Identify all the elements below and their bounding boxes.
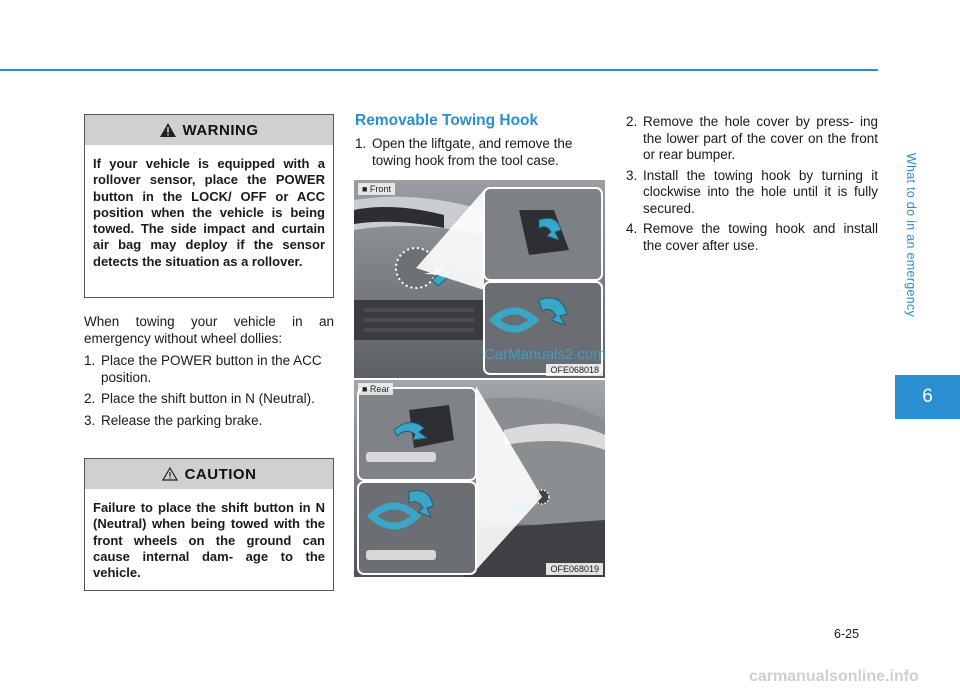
towing-steps-list bbox=[84, 353, 334, 429]
chapter-side-title: What to do in an emergency bbox=[904, 152, 918, 318]
list-item: 2. Place the shift button in N (Neutral). bbox=[84, 391, 315, 406]
figure-label-front: ■ Front bbox=[358, 183, 395, 195]
page-number: 6-25 bbox=[834, 627, 860, 641]
list-item: 1. Place the POWER button in the ACC position. bbox=[84, 353, 322, 385]
warning-box bbox=[84, 114, 334, 298]
figure-code-front: OFE068018 bbox=[546, 364, 603, 376]
figure-code-rear: OFE068019 bbox=[546, 563, 603, 575]
towing-instructions bbox=[84, 314, 334, 434]
list-item: 2. Remove the hole cover by press- ing the lower part of the cover on the front or rear bumper. bbox=[626, 114, 878, 162]
section-title: Removable Towing Hook bbox=[355, 112, 539, 129]
warning-title: WARNING bbox=[182, 121, 259, 139]
hook-steps-list bbox=[626, 114, 878, 254]
intro-text: When towing your vehicle in an emergency without wheel dollies: bbox=[84, 314, 334, 346]
warning-triangle-icon bbox=[160, 123, 176, 137]
watermark-footer[interactable]: carmanualsonline.info bbox=[749, 668, 919, 685]
caution-box bbox=[84, 458, 334, 591]
caution-title: CAUTION bbox=[184, 465, 257, 483]
caution-text: Failure to place the shift button in N (Neutral) when being towed with the front wheels on the ground can cause internal dam- age to the vehicle. bbox=[93, 500, 325, 581]
watermark-overlay: CarManuals2.com bbox=[484, 346, 606, 363]
header-rule bbox=[0, 69, 878, 71]
list-item: 3. Install the towing hook by turning it clockwise into the hole until it is fully secured. bbox=[626, 167, 878, 216]
caution-triangle-icon bbox=[162, 467, 178, 481]
warning-text: If your vehicle is equipped with a rollover sensor, place the POWER button in the LOCK/ OFF or ACC position when the vehicle is being towed. The side impact and curtain air bag may deploy if the sensor detects the situation as a rollover. bbox=[93, 156, 325, 269]
rear-bumper-illustration bbox=[354, 380, 605, 577]
warning-header bbox=[85, 115, 333, 145]
list-item: 3. Release the parking brake. bbox=[84, 412, 263, 428]
hook-steps-continued bbox=[626, 114, 878, 258]
hook-step-1 bbox=[355, 136, 605, 174]
figure-label-rear: ■ Rear bbox=[358, 383, 393, 395]
rear-bumper-figure bbox=[354, 380, 605, 577]
caution-header bbox=[85, 459, 333, 489]
list-item: 4. Remove the towing hook and install the cover after use. bbox=[626, 221, 878, 253]
list-item: 1. Open the liftgate, and remove the towing hook from the tool case. bbox=[355, 136, 573, 168]
chapter-tab[interactable]: 6 bbox=[895, 375, 960, 419]
